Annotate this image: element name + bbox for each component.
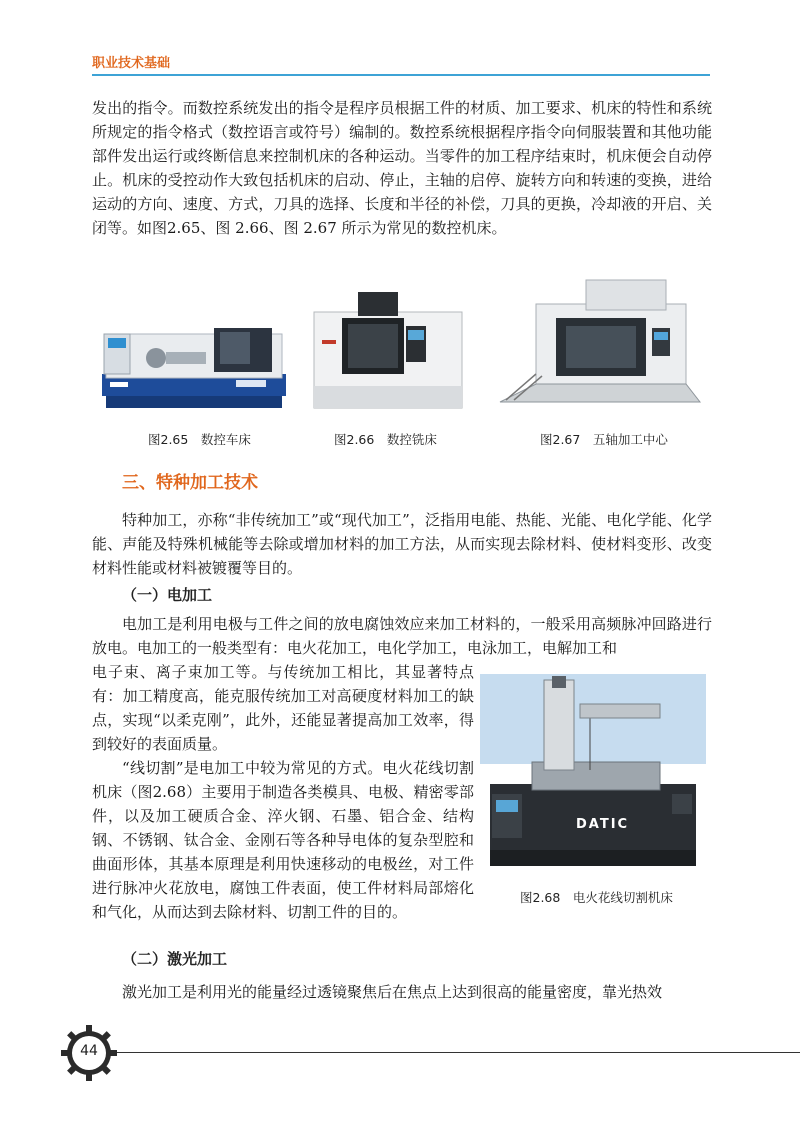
page-number: 44 xyxy=(80,1043,98,1059)
section-heading: 三、特种加工技术 xyxy=(122,473,258,493)
section-3-paragraph: 特种加工，亦称“非传统加工”或“现代加工”，泛指用电能、热能、光能、电化学能、化学能、声能及特殊机械能等去除或增加材料的加工方法，从而实现去除材料、使材料变形、改变材料性能或材料被镀覆等目的。 xyxy=(92,511,712,577)
electric-machining-paragraph-top: 电加工是利用电极与工件之间的放电腐蚀效应来加工材料的，一般采用高频脉冲回路进行放电。电加工的一般类型有：电火花加工，电化学加工，电泳加工，电解加工和 xyxy=(92,615,712,657)
running-header: 职业技术基础 xyxy=(92,56,171,71)
footer-rule xyxy=(100,1052,800,1053)
fig-2-68-caption: 图2.68 电火花线切割机床 xyxy=(520,890,673,905)
fig-2-65-caption: 图2.65 数控车床 xyxy=(148,432,251,447)
header-divider xyxy=(92,74,710,76)
fig-2-66-caption: 图2.66 数控铣床 xyxy=(334,432,437,447)
subsection-1-heading: （一）电加工 xyxy=(122,586,213,604)
wire-edm-image xyxy=(480,674,706,872)
electric-machining-paragraph-wrap: 电子束、离子束加工等。与传统加工相比，其显著特点有：加工精度高，能克服传统加工对高硬度材料加工的缺点，实现“以柔克刚”，此外，还能显著提高加工效率，得到较好的表面质量。 xyxy=(92,663,474,753)
wire-cutting-paragraph: “线切割”是电加工中较为常见的方式。电火花线切割机床（图2.68）主要用于制造各类模具、电极、精密零部件，以及加工硬质合金、淬火钢、石墨、铝合金、结构钢、不锈钢、钛合金、金刚石等各种导电体的复杂型腔和曲面形体，其基本原理是利用快速移动的电极丝，对工件进行脉冲火花放电，腐蚀工件表面，使工件材料局部熔化和气化，从而达到去除材料、切割工件的目的。 xyxy=(92,759,474,921)
datic-logo-text: DATIC xyxy=(576,817,630,832)
five-axis-center-image xyxy=(496,274,704,418)
cnc-milling-image xyxy=(306,290,470,414)
laser-paragraph: 激光加工是利用光的能量经过透镜聚焦后在焦点上达到很高的能量密度，靠光热效 xyxy=(122,983,663,1001)
fig-2-67-caption: 图2.67 五轴加工中心 xyxy=(540,432,668,447)
intro-paragraph: 发出的指令。而数控系统发出的指令是程序员根据工件的材质、加工要求、机床的特性和系统所规定的指令格式（数控语言或符号）编制的。数控系统根据程序指令向伺服装置和其他功能部件发出运行或终断信息来控制机床的各种运动。当零件的加工程序结束时，机床便会自动停止。机床的受控动作大致包括机床的启动、停止，主轴的启停、旋转方向和转速的变换，进给运动的方向、速度、方式，刀具的选择、长度和半径的补偿，刀具的更换，冷却液的开启、关闭等。如图2.65、图 2.66、图 2.67 所示为常见的数控机床。 xyxy=(92,99,712,237)
subsection-2-heading: （二）激光加工 xyxy=(122,950,228,968)
cnc-lathe-image xyxy=(96,308,292,416)
